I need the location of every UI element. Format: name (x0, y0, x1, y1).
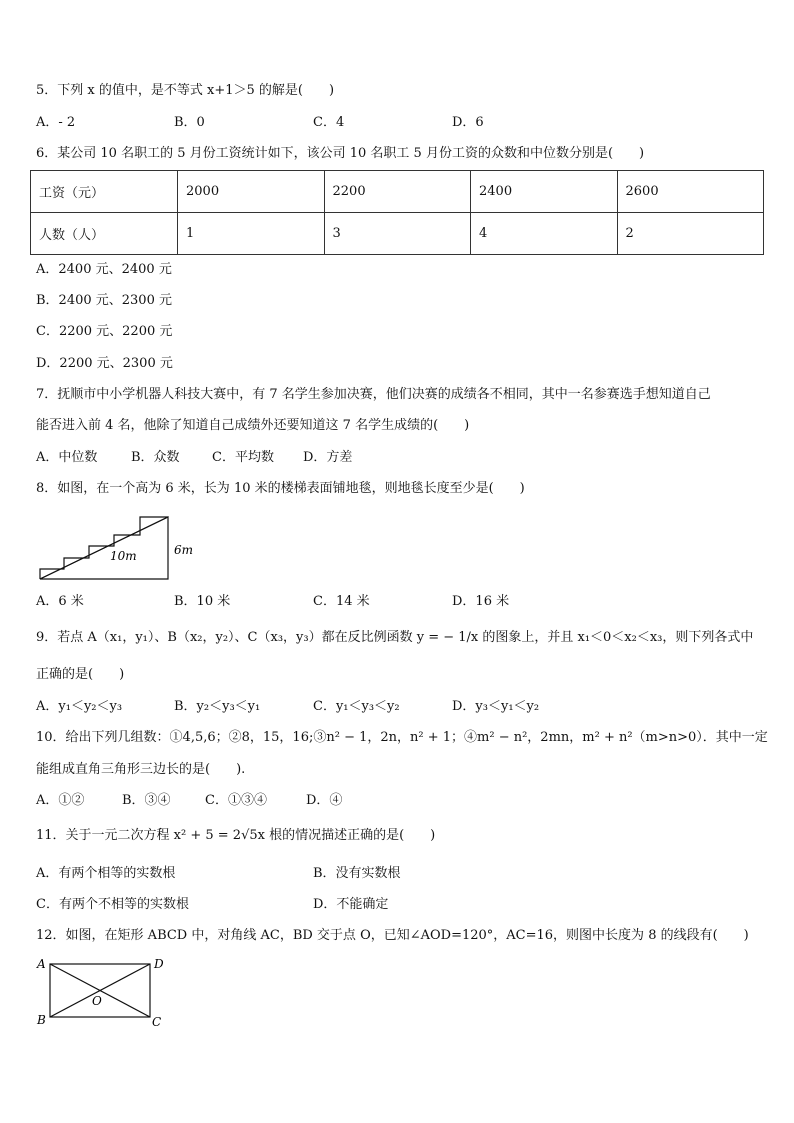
table-cell: 人数（人） (31, 213, 178, 255)
table-cell: 2000 (178, 171, 325, 213)
q5-choice-c: C．4 (313, 115, 345, 130)
q11-choice-c: C．有两个不相等的实数根 (36, 897, 189, 912)
q8-stem: 8．如图，在一个高为 6 米，长为 10 米的楼梯表面铺地毯，则地毯长度至少是( ) (36, 481, 525, 496)
q10-choice-d: D．④ (306, 793, 343, 808)
q6-wage-table (30, 170, 764, 255)
table-row (31, 171, 764, 213)
q8-choice-d: D．16 米 (452, 594, 510, 609)
q8-choice-a: A．6 米 (36, 594, 84, 609)
table-cell: 工资（元） (31, 171, 178, 213)
table-cell: 2 (617, 213, 764, 255)
table-cell: 1 (178, 213, 325, 255)
q9-choice-c: C．y₁＜y₃＜y₂ (313, 699, 400, 714)
q7-choice-a: A．中位数 (36, 450, 98, 465)
q10-choice-b: B．③④ (122, 793, 171, 808)
q11-choice-b: B．没有实数根 (313, 866, 401, 881)
q10-choice-c: C．①③④ (205, 793, 267, 808)
vertex-a-label: A (37, 957, 46, 971)
q6-stem: 6．某公司 10 名职工的 5 月份工资统计如下，该公司 10 名职工 5 月份工资的众数和中位数分别是( ) (36, 146, 645, 161)
vertex-b-label: B (37, 1013, 46, 1027)
q10-choice-a: A．①② (36, 793, 85, 808)
height-label: 6m (174, 543, 194, 557)
q7-choice-d: D．方差 (303, 450, 353, 465)
q10-stem-line2: 能组成直角三角形三边长的是( ). (36, 762, 246, 777)
q9-choice-d: D．y₃＜y₁＜y₂ (452, 699, 540, 714)
q8-choice-c: C．14 米 (313, 594, 370, 609)
q9-choice-b: B．y₂＜y₃＜y₁ (174, 699, 261, 714)
table-cell: 2400 (471, 171, 618, 213)
q7-choice-b: B．众数 (131, 450, 180, 465)
q5-stem: 5．下列 x 的值中，是不等式 x+1＞5 的解是( ) (36, 83, 335, 98)
q6-choice-a: A．2400 元、2400 元 (36, 262, 172, 277)
q8-stair-figure (36, 510, 206, 586)
q7-choice-c: C．平均数 (212, 450, 274, 465)
table-row (31, 213, 764, 255)
q8-choice-b: B．10 米 (174, 594, 231, 609)
q5-choice-d: D．6 (452, 115, 484, 130)
q5-choice-b: B．0 (174, 115, 205, 130)
q7-stem-line1: 7．抚顺市中小学机器人科技大赛中，有 7 名学生参加决赛，他们决赛的成绩各不相同，其中一名参赛选手想知道自己 (36, 387, 711, 402)
table-cell: 3 (324, 213, 471, 255)
q11-choice-a: A．有两个相等的实数根 (36, 866, 176, 881)
table-cell: 2600 (617, 171, 764, 213)
center-o-label: O (92, 994, 102, 1008)
table-cell: 4 (471, 213, 618, 255)
q6-choice-b: B．2400 元、2300 元 (36, 293, 172, 308)
q9-stem-line1: 9．若点 A（x₁，y₁）、B（x₂，y₂）、C（x₃，y₃）都在反比例函数 y = − 1/x 的图象上，并且 x₁＜0＜x₂＜x₃，则下列各式中 (36, 630, 754, 645)
table-cell: 2200 (324, 171, 471, 213)
q11-stem: 11．关于一元二次方程 x² + 5 = 2√5x 根的情况描述正确的是( ) (36, 828, 436, 843)
q10-stem-line1: 10．给出下列几组数：①4,5,6；②8，15，16;③n² − 1，2n，n² + 1；④m² − n²，2mn，m² + n²（m>n>0）．其中一定 (36, 730, 768, 745)
vertex-c-label: C (152, 1015, 162, 1029)
q12-stem: 12．如图，在矩形 ABCD 中，对角线 AC，BD 交于点 O，已知∠AOD=120°，AC=16，则图中长度为 8 的线段有( ) (36, 928, 749, 943)
stair-hypotenuse (40, 517, 168, 579)
q5-choice-a: A．- 2 (36, 115, 76, 130)
hyp-label: 10m (110, 549, 137, 563)
q7-stem-line2: 能否进入前 4 名，他除了知道自己成绩外还要知道这 7 名学生成绩的( ) (36, 418, 470, 433)
vertex-d-label: D (154, 957, 164, 971)
q9-stem-line2: 正确的是( ) (36, 667, 125, 682)
q6-choice-d: D．2200 元、2300 元 (36, 356, 173, 371)
q11-choice-d: D．不能确定 (313, 897, 389, 912)
q9-choice-a: A．y₁＜y₂＜y₃ (36, 699, 123, 714)
q6-choice-c: C．2200 元、2200 元 (36, 324, 173, 339)
q12-rectangle-figure (34, 952, 174, 1030)
